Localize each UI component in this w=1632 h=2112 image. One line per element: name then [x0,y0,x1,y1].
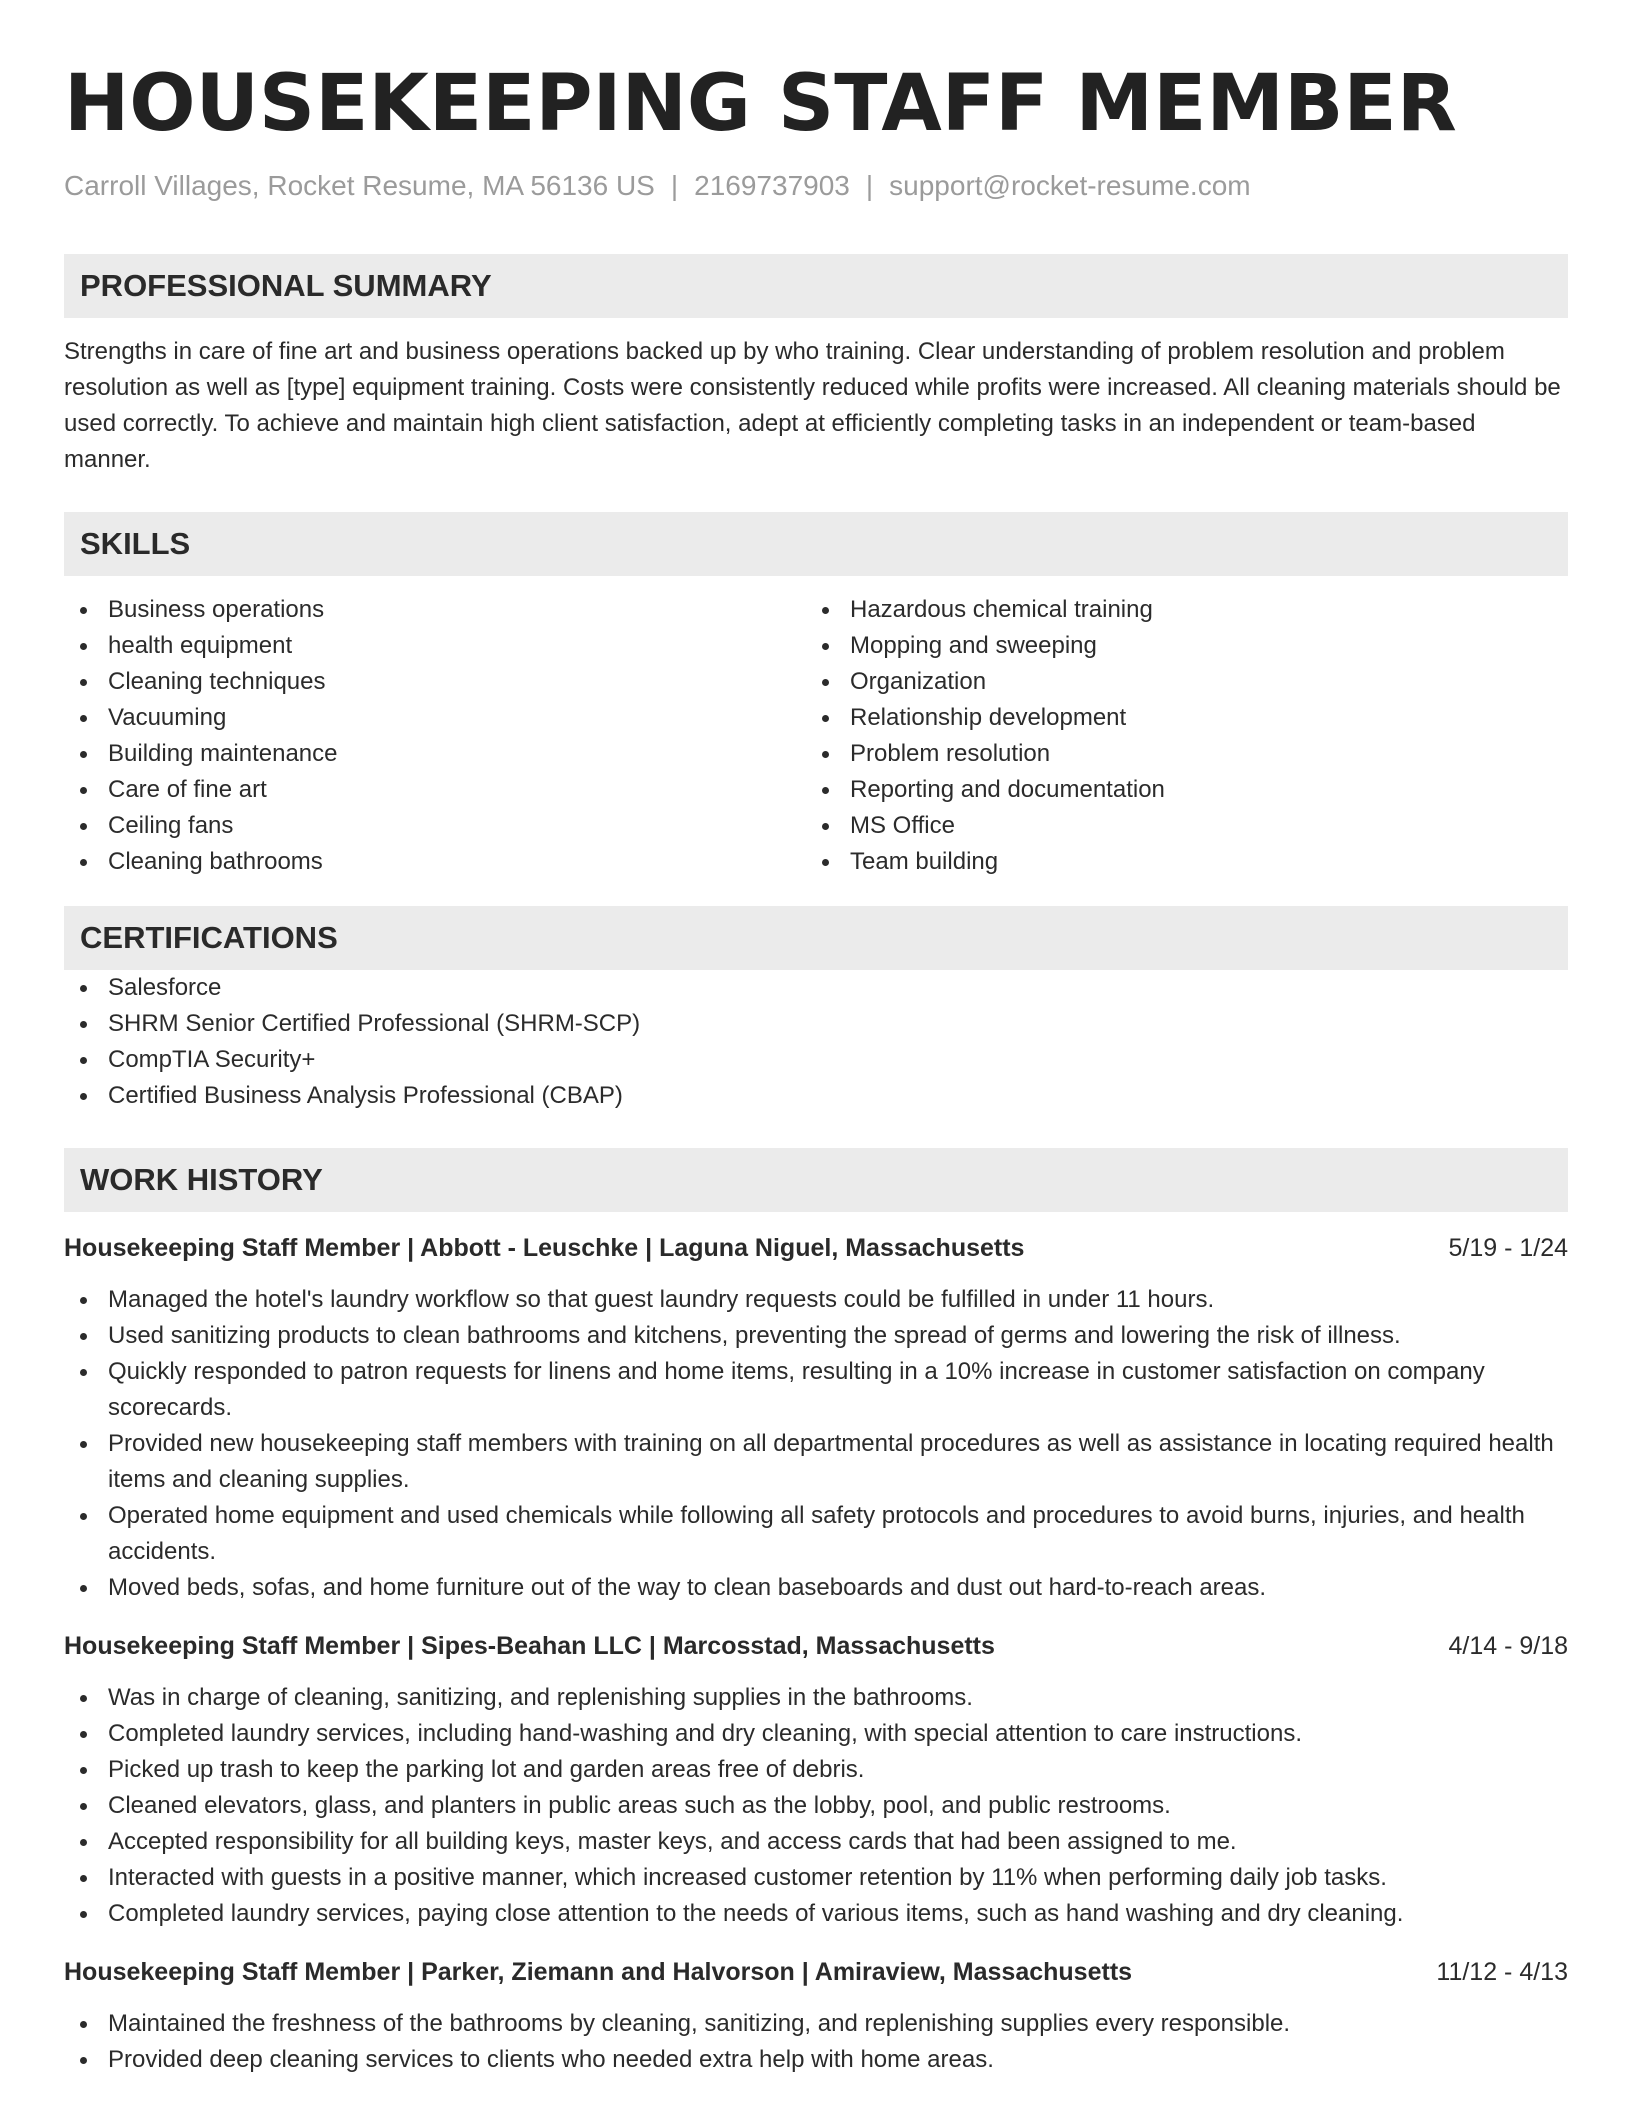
job-dates: 5/19 - 1/24 [1448,1234,1568,1262]
skills-left-column [64,592,806,880]
job-bullet: Accepted responsibility for all building keys, master keys, and access cards that had been assigned to me. [64,1824,1568,1860]
job-title: Housekeeping Staff Member | Abbott - Leuschke | Laguna Niguel, Massachusetts [64,1234,1025,1262]
contact-phone: 2169737903 [694,170,850,201]
job-title: Housekeeping Staff Member | Parker, Ziemann and Halvorson | Amiraview, Massachusetts [64,1958,1133,1986]
job-entry [64,1954,1568,2078]
job-dates: 11/12 - 4/13 [1436,1958,1568,1986]
contact-line [64,168,1568,204]
candidate-name: HOUSEKEEPING STAFF MEMBER [64,59,1457,149]
job-bullet: Quickly responded to patron requests for linens and home items, resulting in a 10% increase in customer satisfaction on company scorecards. [64,1354,1568,1426]
contact-email: support@rocket-resume.com [889,170,1251,201]
job-bullet: Picked up trash to keep the parking lot and garden areas free of debris. [64,1752,1568,1788]
skill-item: health equipment [64,628,806,664]
skill-item: Vacuuming [64,700,806,736]
skill-item: Care of fine art [64,772,806,808]
skill-item: Reporting and documentation [806,772,1548,808]
skill-item: Organization [806,664,1548,700]
contact-separator: | [865,170,874,201]
job-entry [64,1230,1568,1606]
job-bullet: Provided new housekeeping staff members with training on all departmental procedures as well as assistance in locating required health items and cleaning supplies. [64,1426,1568,1498]
job-bullet-list [64,1282,1568,1606]
skill-item: MS Office [806,808,1548,844]
skill-item: Business operations [64,592,806,628]
skill-item: Cleaning bathrooms [64,844,806,880]
job-entry [64,1628,1568,1932]
certification-list [64,970,1568,1114]
job-bullet-list [64,1680,1568,1932]
skill-item: Mopping and sweeping [806,628,1548,664]
skill-item: Hazardous chemical training [806,592,1548,628]
job-header [64,1230,1568,1266]
job-bullet: Was in charge of cleaning, sanitizing, and replenishing supplies in the bathrooms. [64,1680,1568,1716]
section-heading-summary: PROFESSIONAL SUMMARY [64,254,1568,318]
section-heading-certifications: CERTIFICATIONS [64,906,1568,970]
job-dates: 4/14 - 9/18 [1448,1632,1568,1660]
resume-page [64,56,1568,2078]
job-bullet: Completed laundry services, paying close attention to the needs of various items, such as hand washing and dry cleaning. [64,1896,1568,1932]
certification-item: Salesforce [64,970,1568,1006]
skill-item: Team building [806,844,1548,880]
job-bullet: Provided deep cleaning services to clients who needed extra help with home areas. [64,2042,1568,2078]
skills-right-column [806,592,1548,880]
job-title: Housekeeping Staff Member | Sipes-Beahan LLC | Marcosstad, Massachusetts [64,1632,995,1660]
certification-item: CompTIA Security+ [64,1042,1568,1078]
work-history-list [64,1230,1568,2078]
job-bullet: Managed the hotel's laundry workflow so that guest laundry requests could be fulfilled in under 11 hours. [64,1282,1568,1318]
certification-item: SHRM Senior Certified Professional (SHRM-SCP) [64,1006,1568,1042]
contact-address: Carroll Villages, Rocket Resume, MA 56136 US [64,170,655,201]
job-bullet: Interacted with guests in a positive manner, which increased customer retention by 11% when performing daily job tasks. [64,1860,1568,1896]
certification-item: Certified Business Analysis Professional (CBAP) [64,1078,1568,1114]
skill-item: Relationship development [806,700,1548,736]
section-heading-skills: SKILLS [64,512,1568,576]
skill-item: Problem resolution [806,736,1548,772]
job-bullet: Maintained the freshness of the bathrooms by cleaning, sanitizing, and replenishing supplies every responsible. [64,2006,1568,2042]
job-bullet: Moved beds, sofas, and home furniture out of the way to clean baseboards and dust out hard-to-reach areas. [64,1570,1568,1606]
job-header [64,1628,1568,1664]
job-header [64,1954,1568,1990]
skill-item: Building maintenance [64,736,806,772]
job-bullet: Completed laundry services, including hand-washing and dry cleaning, with special attention to care instructions. [64,1716,1568,1752]
skill-item: Ceiling fans [64,808,806,844]
skill-item: Cleaning techniques [64,664,806,700]
section-heading-work-history: WORK HISTORY [64,1148,1568,1212]
job-bullet: Operated home equipment and used chemicals while following all safety protocols and procedures to avoid burns, injuries, and health accidents. [64,1498,1568,1570]
contact-separator: | [670,170,679,201]
job-bullet: Cleaned elevators, glass, and planters in public areas such as the lobby, pool, and public restrooms. [64,1788,1568,1824]
job-bullet: Used sanitizing products to clean bathrooms and kitchens, preventing the spread of germs and lowering the risk of illness. [64,1318,1568,1354]
job-bullet-list [64,2006,1568,2078]
summary-text: Strengths in care of fine art and business operations backed up by who training. Clear understanding of problem resolution and problem resolution as well as [type] equipment training. Costs were consistently reduced while profits were increased. All cleaning materials should be used correctly. To achieve and maintain high client satisfaction, adept at efficiently completing tasks in an independent or team-based manner. [64,338,1561,473]
skills-grid [64,592,1568,880]
